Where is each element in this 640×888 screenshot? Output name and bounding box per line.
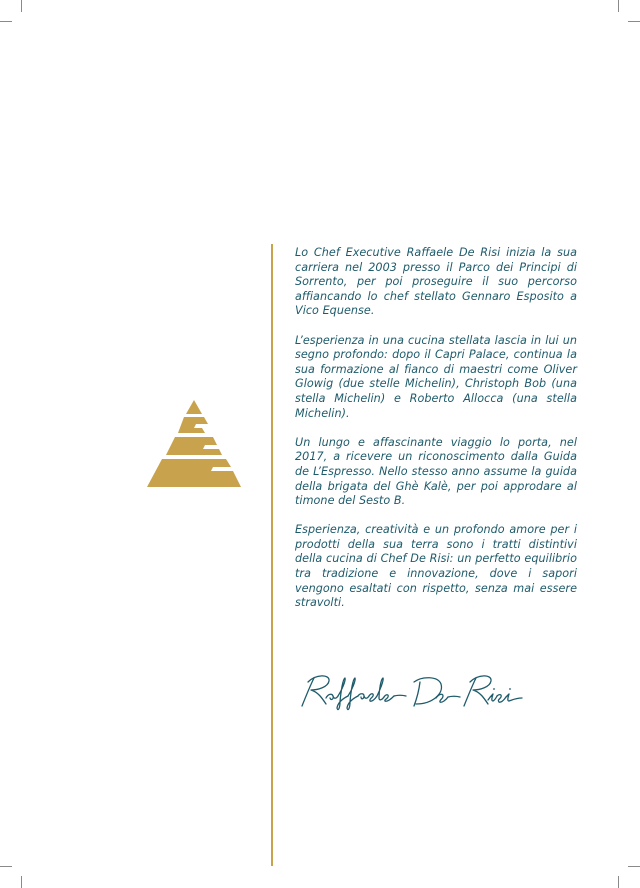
crop-mark-bottom-left-h xyxy=(0,866,12,867)
gold-divider-line xyxy=(271,244,273,866)
crop-mark-bottom-right-h xyxy=(628,866,640,867)
bio-paragraph-3: Un lungo e affascinante viaggio lo porta, nel 2017, a ricevere un riconoscimento dalla Guida de L’Espresso. Nello stesso anno assume la guida della brigata del Ghè Kalè, per poi approdare al timone del Sesto B. xyxy=(295,435,577,508)
crop-mark-top-right-h xyxy=(628,21,640,22)
biography-text xyxy=(295,246,577,625)
crop-mark-top-left xyxy=(21,0,22,12)
bio-paragraph-2: L’esperienza in una cucina stellata lascia in lui un segno profondo: dopo il Capri Palace, continua la sua formazione al fianco di maestri come Oliver Glowig (due stelle Michelin), Christoph Bob (una stella Michelin) e Roberto Allocca (una stella Michelin). xyxy=(295,333,577,420)
bio-paragraph-4: Esperienza, creatività e un profondo amore per i prodotti della sua terra sono i tratti distintivi della cucina di Chef De Risi: un perfetto equilibrio tra tradizione e innovazione, dove i sapori vengono esaltati con rispetto, senza mai essere stravolti. xyxy=(295,523,577,610)
crop-mark-top-right xyxy=(618,0,619,12)
bio-paragraph-1: Lo Chef Executive Raffaele De Risi inizia la sua carriera nel 2003 presso il Parco dei Principi di Sorrento, per poi proseguire il suo percorso affiancando lo chef stellato Gennaro Esposito a Vico Equense. xyxy=(295,246,577,318)
handwritten-signature-icon xyxy=(296,668,528,718)
stepped-pyramid-logo-icon xyxy=(144,400,244,488)
crop-mark-bottom-left xyxy=(21,876,22,888)
crop-mark-bottom-right xyxy=(618,876,619,888)
crop-mark-top-left-h xyxy=(0,21,12,22)
